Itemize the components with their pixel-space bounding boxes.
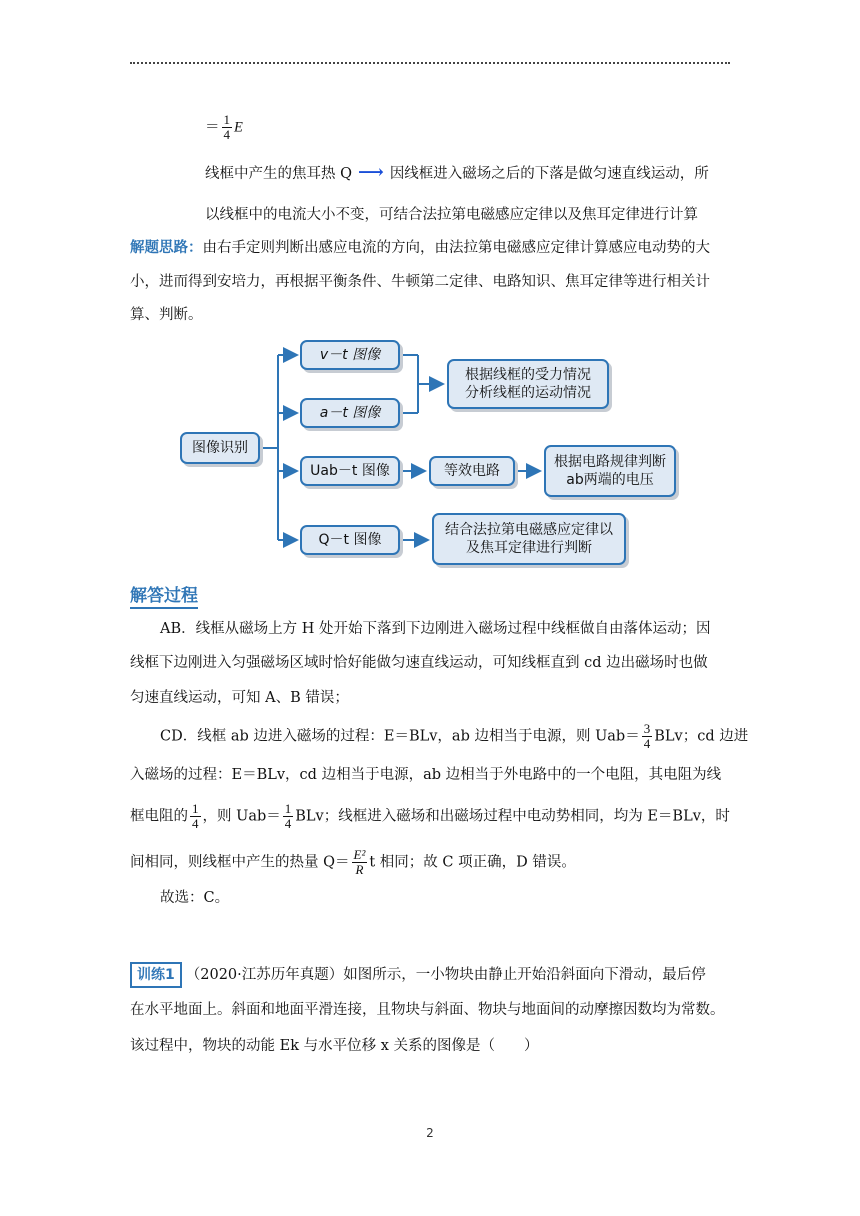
header-dotted-rule <box>130 62 730 64</box>
force-analysis-label: 根据线框的受力情况分析线框的运动情况 <box>465 367 591 401</box>
numerator: 3 <box>643 721 651 736</box>
qt-graph-label: Q－t 图像 <box>318 532 382 548</box>
numerator: 1 <box>284 801 292 816</box>
equivalent-circuit-label: 等效电路 <box>444 463 500 479</box>
denominator: 4 <box>643 736 651 751</box>
training-tag: 训练1 <box>130 962 182 988</box>
root-box <box>180 432 260 464</box>
cd-line-3-text: 框电阻的 <box>130 808 188 825</box>
denominator: 4 <box>223 127 230 142</box>
training-text-1: （2020·江苏历年真题）如图所示，一小物块由静止开始沿斜面向下滑动，最后停 <box>185 967 706 983</box>
numerator: 1 <box>223 112 230 127</box>
solution-cd-line-3 <box>130 802 730 831</box>
variable-e: E <box>234 119 243 136</box>
denominator: 4 <box>192 816 199 831</box>
right-arrow-icon: ⟶ <box>358 162 384 183</box>
numerator: E² <box>353 847 366 862</box>
training-line-3: 该过程中，物块的动能 Ek 与水平位移 x 关系的图像是（ ） <box>130 1038 539 1054</box>
fraction-one-quarter-2 <box>283 802 294 831</box>
at-graph-label: a－t 图像 <box>319 405 381 421</box>
solution-ab-line-2: 线框下边刚进入匀强磁场区域时恰好能做匀速直线运动，可知线框直到 cd 边出磁场时也做 <box>130 655 708 671</box>
solution-ab-line-3: 匀速直线运动，可知 A、B 错误； <box>130 690 349 706</box>
solution-cd-line-1 <box>160 722 748 751</box>
solution-ab-line-1: AB．线框从磁场上方 H 处开始下落到下边刚进入磁场过程中线框做自由落体运动；因 <box>160 621 711 637</box>
solution-cd-line-4 <box>130 848 576 877</box>
uab-graph-box <box>300 456 400 486</box>
fraction-three-quarters <box>642 722 653 751</box>
cd-line-3-tail: BLv；线框进入磁场和出磁场过程中电动势相同，均为 E＝BLv，时 <box>295 808 730 825</box>
joule-heat-label: 线框中产生的焦耳热 Q <box>205 166 352 182</box>
uab-graph-label: Uab－t 图像 <box>310 463 390 479</box>
denominator: 4 <box>284 816 292 831</box>
fraction-heat <box>352 848 368 877</box>
faraday-label: 结合法拉第电磁感应定律以及焦耳定律进行判断 <box>445 522 613 556</box>
force-analysis-box <box>447 359 609 409</box>
root-label: 图像识别 <box>192 440 248 456</box>
at-graph-box <box>300 398 400 428</box>
training-line-2: 在水平地面上。斜面和地面平滑连接，且物块与斜面、物块与地面间的动摩擦因数均为常数。 <box>130 1002 725 1018</box>
equivalent-circuit-box <box>429 456 515 486</box>
cd-line-4-tail: t 相同；故 C 项正确，D 错误。 <box>369 854 576 871</box>
cd-line-3-mid: ，则 Uab＝ <box>202 808 281 825</box>
thinking-line-3: 算、判断。 <box>130 307 203 323</box>
solution-cd-line-2: 入磁场的过程：E＝BLv，cd 边相当于电源，ab 边相当于外电路中的一个电阻，其电阻为线 <box>130 767 722 783</box>
denominator: R <box>355 862 364 877</box>
joule-heat-reason-cont: 以线框中的电流大小不变，可结合法拉第电磁感应定律以及焦耳定律进行计算 <box>205 207 698 223</box>
joule-heat-reason: 因线框进入磁场之后的下落是做匀速直线运动，所 <box>389 166 709 182</box>
thinking-line-1 <box>130 238 710 258</box>
vt-graph-label: v－t 图像 <box>319 347 381 363</box>
faraday-box <box>432 513 626 565</box>
solution-heading: 解答过程 <box>130 581 198 609</box>
fraction-one-quarter <box>190 802 201 831</box>
flow-diagram <box>170 335 690 570</box>
answer-line: 故选：C。 <box>160 890 230 906</box>
thinking-label: 解题思路： <box>130 239 203 256</box>
cd-line-1-text: CD．线框 ab 边进入磁场的过程：E＝BLv，ab 边相当于电源，则 Uab＝ <box>160 728 640 745</box>
fraction <box>222 113 233 142</box>
fraction-result <box>205 113 243 142</box>
vt-graph-box <box>300 340 400 370</box>
circuit-law-box <box>544 445 676 497</box>
thinking-text-1: 由右手定则判断出感应电流的方向，由法拉第电磁感应定律计算感应电动势的大 <box>202 240 710 256</box>
cd-line-1-tail: BLv；cd 边进 <box>654 728 749 745</box>
training-line-1 <box>130 962 706 988</box>
joule-heat-line <box>205 163 709 184</box>
cd-line-4-text: 间相同，则线框中产生的热量 Q＝ <box>130 854 350 871</box>
page-number: 2 <box>426 1126 434 1140</box>
numerator: 1 <box>192 801 199 816</box>
circuit-law-label: 根据电路规律判断ab两端的电压 <box>554 454 666 488</box>
thinking-line-2: 小，进而得到安培力，再根据平衡条件、牛顿第二定律、电路知识、焦耳定律等进行相关计 <box>130 274 710 290</box>
qt-graph-box <box>300 525 400 555</box>
equals-sign: ＝ <box>205 119 220 136</box>
